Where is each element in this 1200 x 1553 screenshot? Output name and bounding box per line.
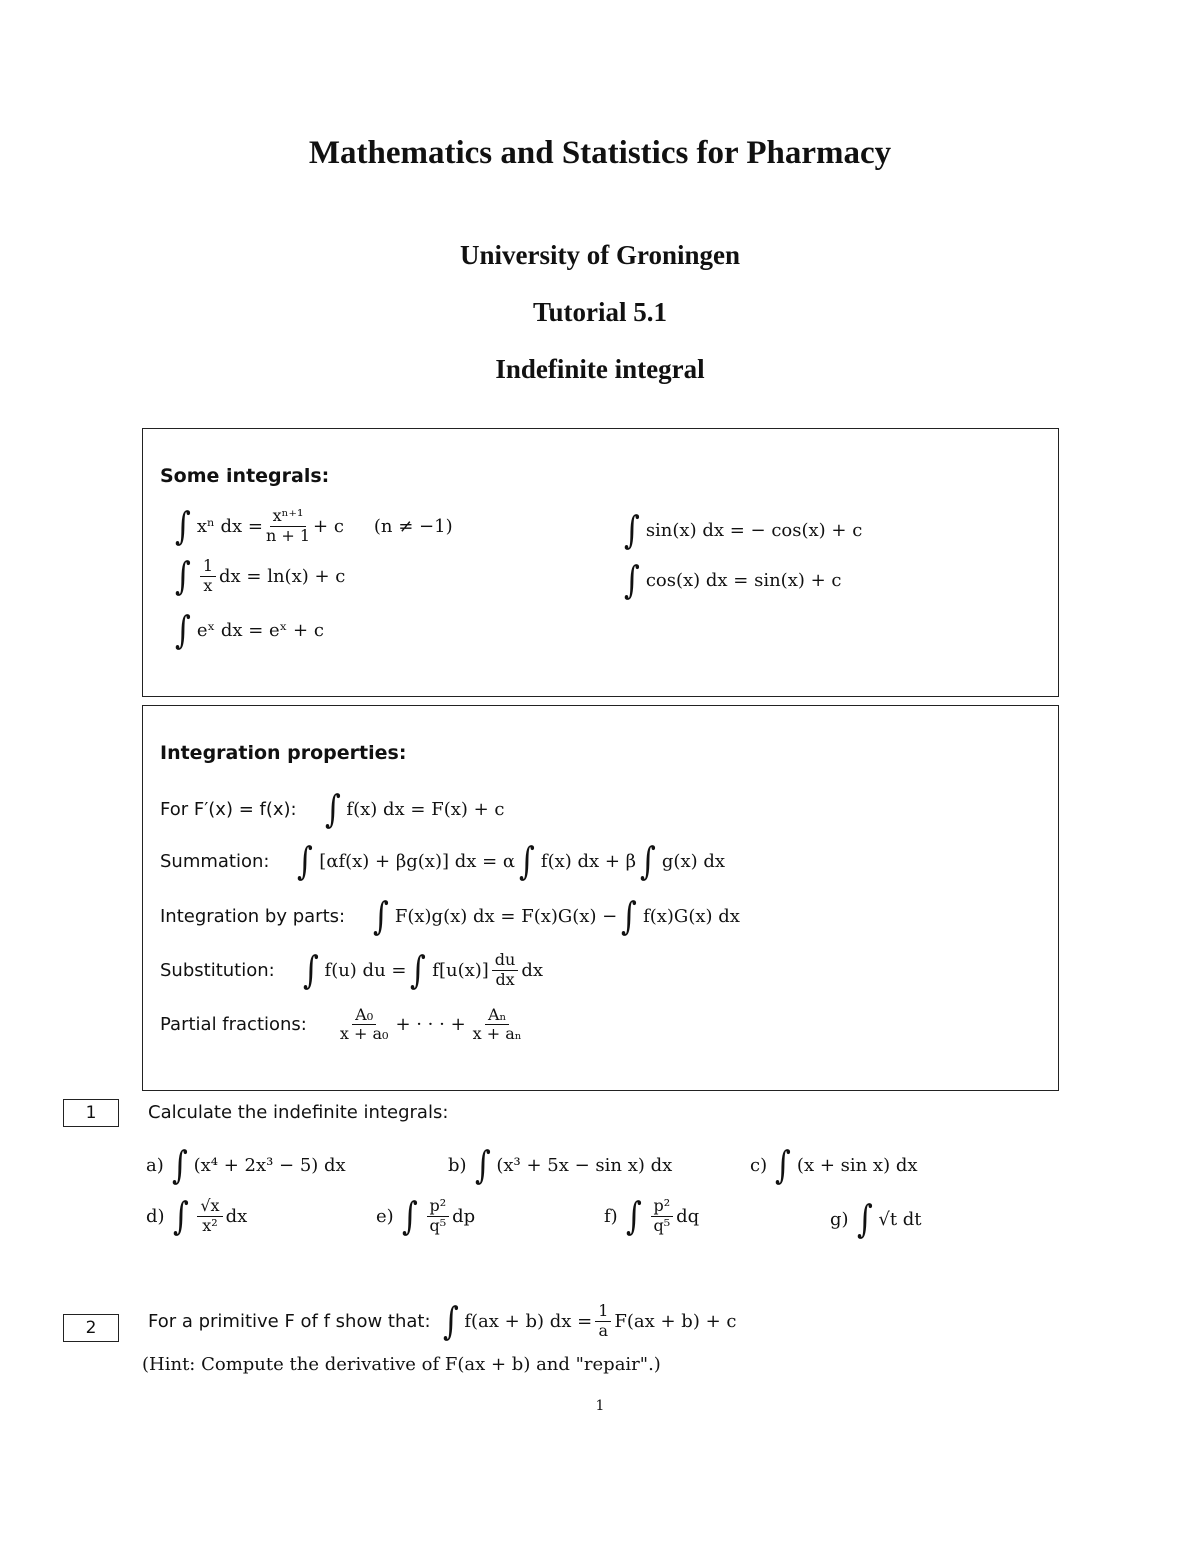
integral-sign-icon: ∫ (171, 1143, 188, 1187)
integral-sign-icon: ∫ (410, 948, 427, 992)
fraction: $\frac{\text{Aₙ}}{\text{x + aₙ}}$ (472, 1005, 522, 1044)
exercise1-instruction: Calculate the indefinite integrals: (148, 1102, 449, 1123)
integral-sign-icon: ∫ (519, 839, 535, 883)
integral-sign-icon: ∫ (442, 1299, 459, 1343)
page-number: 1 (595, 1398, 605, 1414)
exercise1-item-b: b) ∫ (x³ + 5x − sin x) dx (448, 1143, 673, 1187)
integral-sign-icon: ∫ (401, 1194, 418, 1238)
integral-sign-icon: ∫ (621, 894, 638, 938)
exercise1-item-g: g) ∫ √t dt (830, 1197, 922, 1241)
topic-title: Indefinite integral (495, 354, 705, 384)
integral-sign-icon: ∫ (302, 948, 319, 992)
integral-sign-icon: ∫ (174, 608, 191, 652)
fraction: $\frac{du}{dx}$ (492, 951, 519, 989)
integral-sign-icon: ∫ (775, 1143, 791, 1187)
integral-sign-icon: ∫ (174, 554, 191, 598)
exercise2-statement: For a primitive F of f show that: ∫ f(ax + b) dx = $\frac{1}{a}$ F(ax + b) + c (148, 1299, 737, 1343)
integral-sign-icon: ∫ (623, 558, 640, 602)
exercise1-item-d: d) ∫ $\frac{√x}{\text{x²}}$ dx (146, 1194, 248, 1238)
document-title: Mathematics and Statistics for Pharmacy (308, 135, 892, 171)
exercise-number-2: 2 (63, 1314, 119, 1342)
integral-sign-icon: ∫ (623, 508, 640, 552)
exercise2-hint: (Hint: Compute the derivative of F(ax + b) and "repair".) (142, 1354, 661, 1375)
properties-heading: Integration properties: (160, 742, 407, 764)
exercise1-item-f: f) ∫ $\frac{\text{p²}}{\text{q⁵}}$ dq (604, 1194, 700, 1238)
property-by-parts: Integration by parts: ∫ F(x)g(x) dx = F(x)G(x) − ∫ f(x)G(x) dx (160, 894, 740, 938)
integral-sign-icon: ∫ (625, 1194, 642, 1238)
fraction: $\frac{1}{x}$ (200, 557, 216, 595)
exercise-number-1: 1 (63, 1099, 119, 1127)
integrals-heading: Some integrals: (160, 465, 330, 487)
integral-exponential: ∫ eˣ dx = eˣ + c (174, 608, 324, 652)
tutorial-number: Tutorial 5.1 (532, 297, 668, 327)
fraction: $\frac{1}{a}$ (595, 1302, 611, 1340)
integral-cosine: ∫ cos(x) dx = sin(x) + c (623, 558, 842, 602)
integral-sign-icon: ∫ (640, 839, 656, 883)
fraction: $\frac{\text{p²}}{\text{q⁵}}$ (427, 1197, 450, 1235)
properties-box (142, 705, 1059, 1091)
fraction: $\frac{√x}{\text{x²}}$ (197, 1197, 222, 1235)
integral-sign-icon: ∫ (174, 504, 191, 548)
integral-sign-icon: ∫ (324, 787, 341, 831)
integral-reciprocal: ∫ $\frac{1}{x}$ dx = ln(x) + c (174, 554, 346, 598)
fraction: $\frac{\text{A₀}}{\text{x + a₀}}$ (339, 1005, 389, 1044)
integral-sign-icon: ∫ (373, 894, 389, 938)
exercise1-item-e: e) ∫ $\frac{\text{p²}}{\text{q⁵}}$ dp (376, 1194, 476, 1238)
property-partial-fractions: Partial fractions: $\frac{\text{A₀}}{\text{x + a₀}}$ + · · · + $\frac{\text{Aₙ}}{\text{x + aₙ}}$ (160, 1005, 522, 1044)
fraction: $\frac{\text{xⁿ⁺¹}}{n + 1}$ (265, 506, 311, 545)
integral-sign-icon: ∫ (297, 839, 314, 883)
exercise1-item-c: c) ∫ (x + sin x) dx (750, 1143, 918, 1187)
property-substitution: Substitution: ∫ f(u) du = ∫ f[u(x)] $\frac{du}{dx}$ dx (160, 948, 544, 992)
fraction: $\frac{\text{p²}}{\text{q⁵}}$ (651, 1197, 674, 1235)
property-fundamental: For F′(x) = f(x): ∫ f(x) dx = F(x) + c (160, 787, 505, 831)
university-name: University of Groningen (459, 240, 740, 270)
integrals-box (142, 428, 1059, 697)
integral-power-rule: ∫ xⁿ dx = $\frac{\text{xⁿ⁺¹}}{n + 1}$ + c (n ≠ −1) (174, 504, 453, 548)
property-summation: Summation: ∫ [αf(x) + βg(x)] dx = α ∫ f(x) dx + β ∫ g(x) dx (160, 839, 726, 883)
integral-sign-icon: ∫ (856, 1197, 873, 1241)
exercise1-item-a: a) ∫ (x⁴ + 2x³ − 5) dx (146, 1143, 346, 1187)
integral-sine: ∫ sin(x) dx = − cos(x) + c (623, 508, 863, 552)
integral-sign-icon: ∫ (172, 1194, 189, 1238)
integral-sign-icon: ∫ (474, 1143, 491, 1187)
